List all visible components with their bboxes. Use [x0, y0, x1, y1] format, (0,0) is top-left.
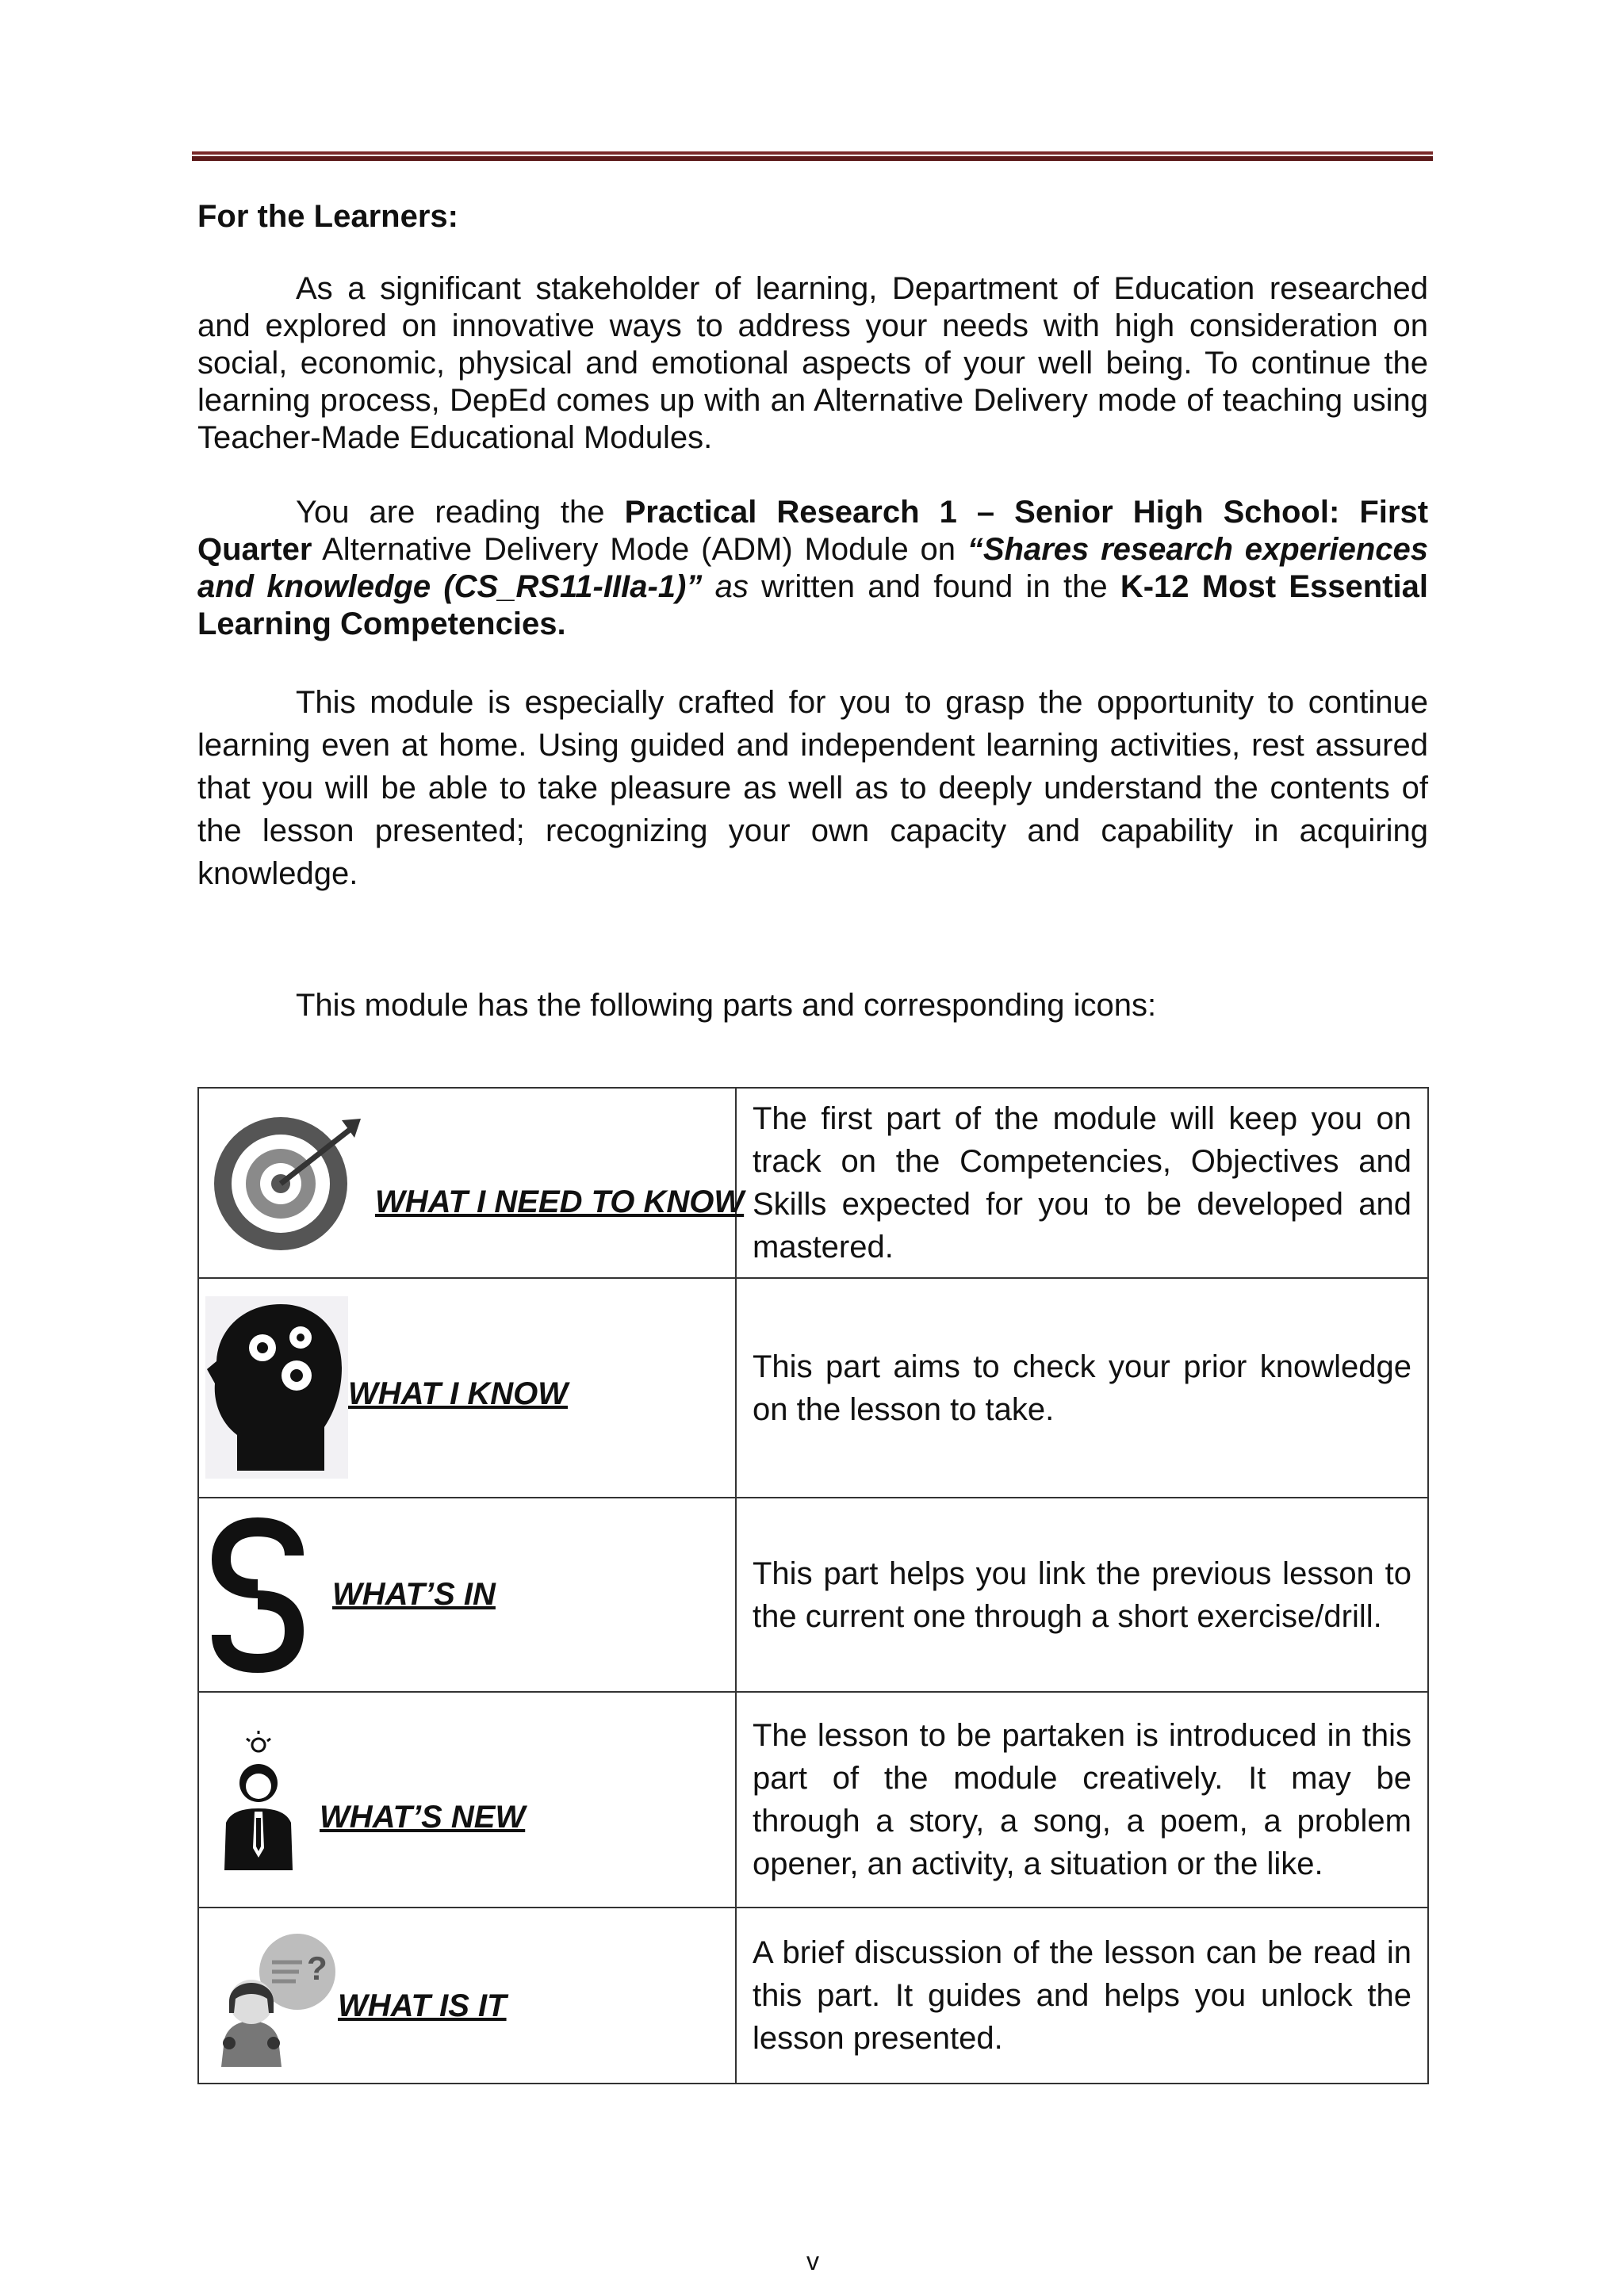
part-description: The first part of the module will keep you on track on the Competencies, Objectives and Skills expected for you to be developed and mastered.: [736, 1088, 1428, 1278]
table-row: [198, 1498, 1428, 1692]
icon-cell: [198, 1692, 736, 1908]
part-description: This part helps you link the previous lesson to the current one through a short exercise/drill.: [736, 1498, 1428, 1692]
text-run: as: [702, 569, 749, 604]
lightbulb-person-icon: [215, 1729, 302, 1883]
table-row: [198, 1278, 1428, 1498]
part-label: WHAT IS IT: [338, 1988, 507, 2023]
table-row: [198, 1908, 1428, 2084]
table-row: [198, 1692, 1428, 1908]
part-label: WHAT’S NEW: [320, 1800, 526, 1835]
text-run: You are reading the: [296, 495, 625, 530]
page-number: v: [806, 2247, 819, 2275]
head-gears-icon: [205, 1296, 348, 1490]
text-run: Alternative Delivery Mode (ADM) Module on: [312, 532, 967, 567]
person-question-icon: [210, 1924, 337, 2078]
module-title: Practical Research 1 – Senior High School: First Quarter: [197, 495, 1429, 567]
part-label: WHAT I NEED TO KNOW: [375, 1184, 745, 1219]
section-title: For the Learners:: [197, 199, 458, 234]
intro-paragraph: As a significant stakeholder of learning, Department of Education researched and explored on innovative ways to address your needs with high consideration on social, economic, physical and emotional aspects of your well being. To continue the learning process, DepEd comes up with an Alternative Delivery mode of teaching using Teacher-Made Educational Modules.: [197, 271, 1428, 455]
part-description: A brief discussion of the lesson can be read in this part. It guides and helps you unlock the lesson presented.: [736, 1908, 1428, 2084]
part-description: This part aims to check your prior knowledge on the lesson to take.: [736, 1278, 1428, 1498]
melc-title: K-12 Most Essential Learning Competencies.: [197, 569, 1429, 641]
part-description: The lesson to be partaken is introduced in this part of the module creatively. It may be through a story, a song, a poem, a problem opener, an activity, a situation or the like.: [736, 1692, 1428, 1908]
parts-intro: This module has the following parts and corresponding icons:: [296, 988, 1157, 1023]
part-label: WHAT’S IN: [332, 1577, 496, 1612]
chain-link-icon: [210, 1516, 305, 1686]
part-label: WHAT I KNOW: [348, 1376, 568, 1411]
svg-text:?: ?: [307, 1950, 327, 1987]
icon-cell: [198, 1088, 745, 1278]
icon-cell: [198, 1278, 736, 1498]
competency-title: “Shares research experiences and knowledge (CS_RS11-IIIa-1)”: [197, 532, 1428, 604]
header-rule: [192, 151, 1433, 161]
icon-cell: [198, 1908, 736, 2084]
target-icon: [205, 1112, 364, 1266]
text-run: written and found in the: [748, 569, 1120, 604]
purpose-paragraph: This module is especially crafted for you to grasp the opportunity to continue learning even at home. Using guided and independent learning activities, rest assured that you will be able to take pleasure as well as to deeply understand the contents of the lesson presented; recognizing your own capacity and capability in acquiring knowledge.: [197, 685, 1428, 891]
page-content: [197, 198, 1428, 1024]
module-parts-table: [197, 1087, 1429, 2084]
icon-cell: [198, 1498, 736, 1692]
module-paragraph: [197, 494, 1428, 643]
table-row: [198, 1088, 1428, 1278]
